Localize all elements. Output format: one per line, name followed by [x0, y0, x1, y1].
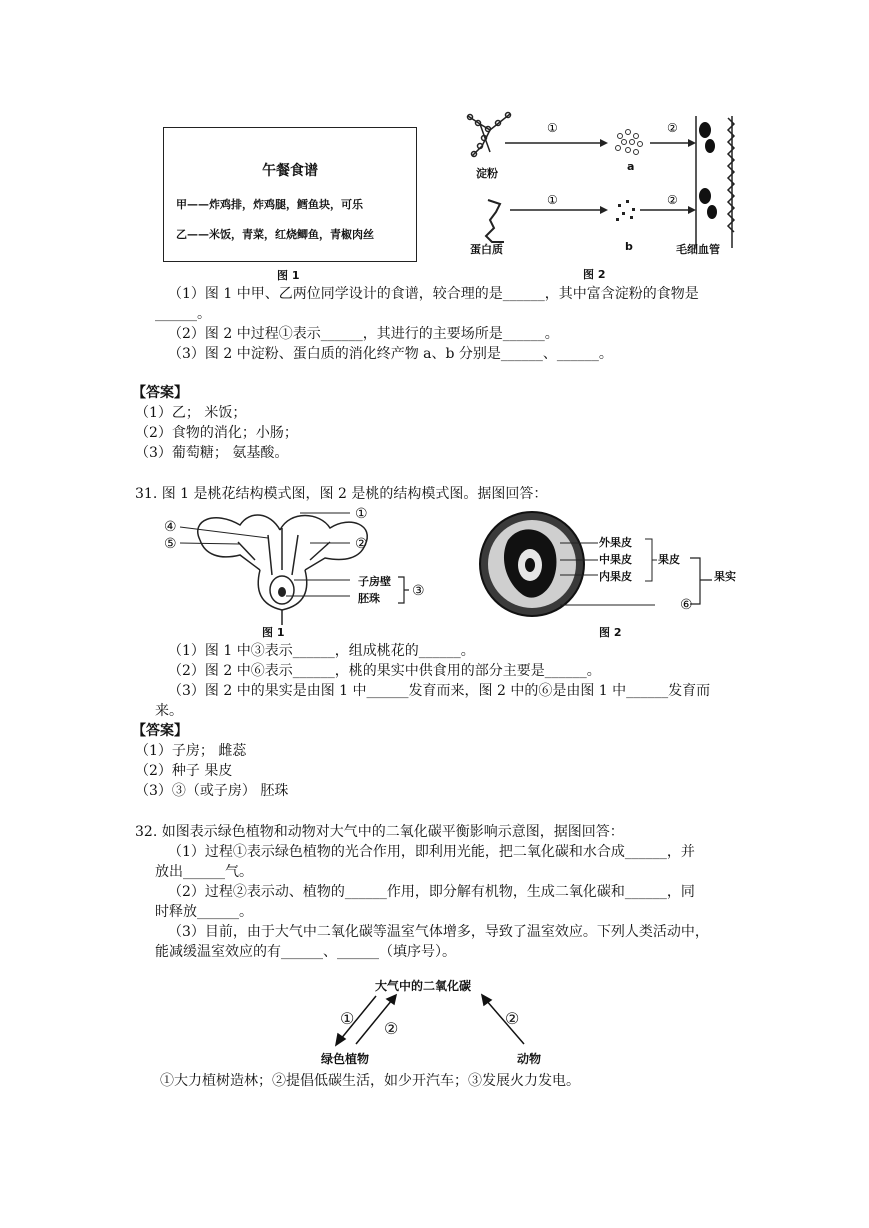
q31-stem: 31. 图 1 是桃花结构模式图，图 2 是桃的结构模式图。据图回答：: [135, 486, 548, 502]
q31-part3-line1: （3）图 2 中的果实是由图 1 中______发育而来，图 2 中的⑥是由图 1 中______发育而: [168, 683, 711, 699]
diagram-process-2-animals: ②: [505, 1009, 520, 1028]
amino-acid-cluster-icon: [616, 200, 635, 221]
q31-fig1-caption: 图 1: [262, 626, 285, 639]
q31-fig2-caption: 图 2: [599, 626, 622, 639]
label-starch: 淀粉: [476, 167, 498, 180]
q32-options: ①大力植树造林；②提倡低碳生活，如少开汽车；③发展火力发电。: [160, 1073, 580, 1089]
fruit-label-endocarp: 内果皮: [599, 570, 632, 583]
answer31-line1: （1）子房； 雌蕊: [135, 743, 247, 759]
answer30-line2: （2）食物的消化；小肠；: [135, 425, 298, 441]
menu-line-jia: 甲——炸鸡排，炸鸡腿，鳕鱼块，可乐: [176, 198, 363, 211]
fruit-label-pericarp: 果皮: [658, 553, 680, 566]
diagram-green-plants: 绿色植物: [321, 1052, 370, 1066]
label-b: b: [625, 240, 633, 253]
label-protein: 蛋白质: [470, 243, 503, 256]
menu-line-yi: 乙——米饭，青菜，红烧鲫鱼，青椒肉丝: [176, 228, 374, 241]
fruit-label-6: ⑥: [680, 597, 693, 613]
step2-bottom-label: ②: [667, 193, 678, 207]
flower-label-1: ①: [355, 506, 368, 522]
step1-bottom-label: ①: [547, 193, 558, 207]
fruit-label-fruit: 果实: [714, 570, 736, 583]
answer30-heading: 【答案】: [132, 385, 188, 401]
menu-title: 午餐食谱: [262, 163, 318, 179]
step2-top-label: ②: [667, 121, 678, 135]
starch-chain-icon: [468, 113, 511, 157]
flower-label-ovary-wall: 子房壁: [358, 575, 391, 588]
answer30-line3: （3）葡萄糖； 氨基酸。: [135, 445, 289, 461]
q31-part1: （1）图 1 中③表示______，组成桃花的______。: [168, 643, 475, 659]
flower-bracket: [396, 573, 410, 607]
label-capillary: 毛细血管: [676, 243, 720, 256]
diagram-animals: 动物: [517, 1052, 542, 1066]
flower-label-3: ③: [412, 583, 425, 599]
diagram-atmosphere-co2: 大气中的二氧化碳: [375, 979, 472, 993]
ovule-icon: [278, 587, 286, 597]
protein-chain-icon: [486, 200, 504, 242]
q32-part3-line2: 能减缓温室效应的有______、______（填序号）。: [155, 944, 456, 960]
q32-stem: 32. 如图表示绿色植物和动物对大气中的二氧化碳平衡影响示意图，据图回答：: [135, 824, 624, 840]
flower-label-4: ④: [164, 519, 177, 535]
fruit-label-mesocarp: 中果皮: [599, 553, 632, 566]
q32-part3-line1: （3）目前，由于大气中二氧化碳等温室气体增多，导致了温室效应。下列人类活动中，: [168, 924, 709, 940]
step1-top-label: ①: [547, 121, 558, 135]
q30-part1-line1: （1）图 1 中甲、乙两位同学设计的食谱，较合理的是______，其中富含淀粉的食物是: [168, 286, 699, 302]
q32-part2-line2: 时释放______。: [155, 904, 253, 920]
q32-part1-line2: 放出______气。: [155, 864, 253, 880]
flower-label-ovule: 胚珠: [358, 592, 380, 605]
blood-cell-icon: [699, 122, 717, 219]
glucose-cluster-icon: [616, 130, 643, 155]
flower-label-5: ⑤: [164, 536, 177, 552]
answer31-line3: （3）③（或子房） 胚珠: [135, 783, 289, 799]
lunch-menu-box: [163, 127, 417, 262]
fig2-caption: 图 2: [583, 268, 606, 281]
q30-part3: （3）图 2 中淀粉、蛋白质的消化终产物 a、b 分别是______、______。: [168, 346, 613, 362]
q31-part3-line2: 来。: [155, 703, 183, 719]
q31-part2: （2）图 2 中⑥表示______，桃的果实中供食用的部分主要是______。: [168, 663, 601, 679]
q32-part1-line1: （1）过程①表示绿色植物的光合作用，即利用光能，把二氧化碳和水合成______，并: [168, 844, 695, 860]
answer31-line2: （2）种子 果皮: [135, 763, 233, 779]
digestion-diagram: [460, 108, 760, 258]
peach-flower-diagram: [160, 500, 460, 630]
fruit-label-exocarp: 外果皮: [599, 536, 632, 549]
q32-part2-line1: （2）过程②表示动、植物的______作用，即分解有机物，生成二氧化碳和______，同: [168, 884, 695, 900]
q30-part2: （2）图 2 中过程①表示______，其进行的主要场所是______。: [168, 326, 559, 342]
diagram-process-1: ①: [340, 1009, 355, 1028]
answer30-line1: （1）乙； 米饭；: [135, 405, 247, 421]
q30-part1-line2: ______。: [155, 306, 211, 322]
label-a: a: [627, 160, 635, 173]
flower-label-2: ②: [355, 536, 368, 552]
answer31-heading: 【答案】: [132, 723, 188, 739]
diagram-process-2-plants: ②: [384, 1019, 399, 1038]
fig1-caption: 图 1: [277, 269, 300, 282]
